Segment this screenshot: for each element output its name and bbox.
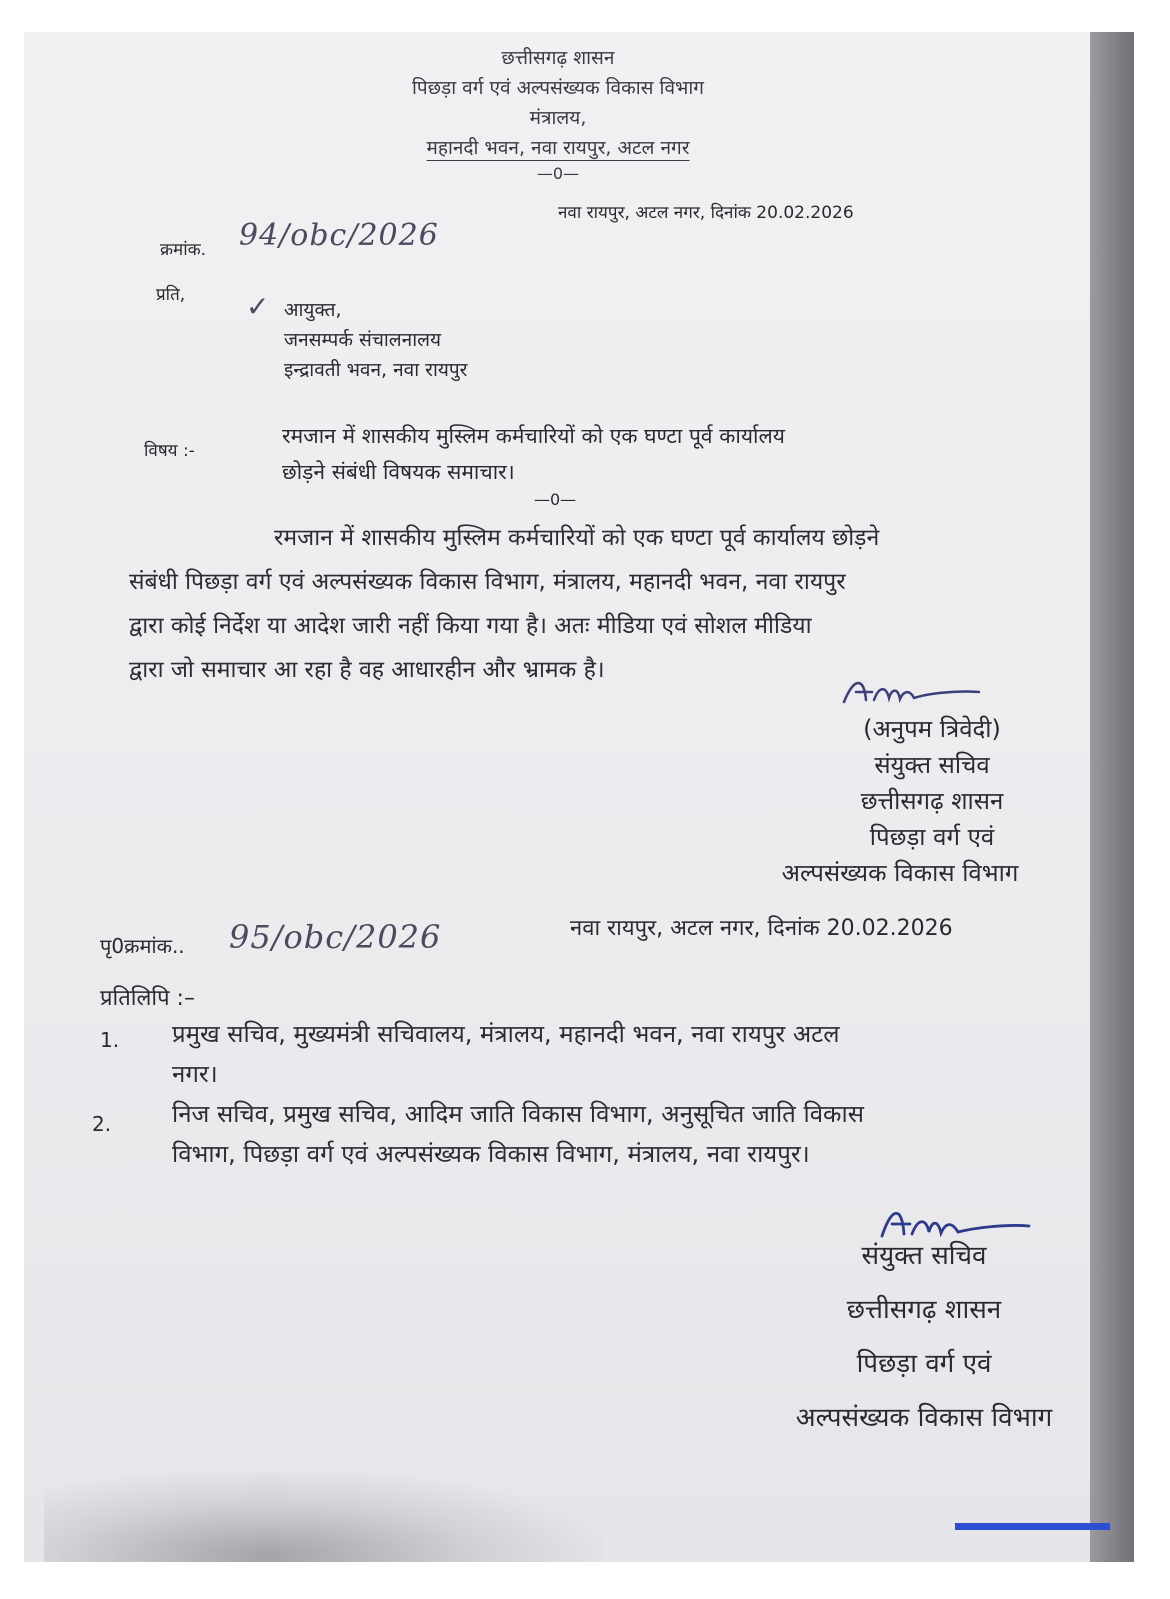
copy-1-line-1: प्रमुख सचिव, मुख्यमंत्री सचिवालय, मंत्रालय, महानदी भवन, नवा रायपुर अटल [172,1020,840,1048]
endorsement-signatory-dept-2: अल्पसंख्यक विकास विभाग [795,1403,1053,1433]
endorsement-signatory-dept-1: पिछड़ा वर्ग एवं [856,1349,992,1379]
endorsement-signatory-government: छत्तीसगढ़ शासन [846,1295,1002,1325]
photo-shadow [44,1472,604,1562]
signatory-name: (अनुपम त्रिवेदी) [863,715,1001,743]
copy-label: प्रतिलिपि :– [100,986,195,1011]
copy-2-line-2: विभाग, पिछड़ा वर्ग एवं अल्पसंख्यक विकास विभाग, मंत्रालय, नवा रायपुर। [172,1140,810,1168]
photo-dark-edge [1090,32,1134,1562]
accent-bar [955,1523,1110,1530]
addressee-line-2: जनसम्पर्क संचालनालय [284,329,442,351]
signatory-government: छत्तीसगढ़ शासन [860,787,1004,815]
subject-label: विषय :- [144,441,195,461]
paper-sheet [24,32,1092,1562]
header-government: छत्तीसगढ़ शासन [501,47,615,69]
subject-separator: —0— [534,490,577,509]
letter-place-date: नवा रायपुर, अटल नगर, दिनांक 20.02.2026 [558,203,854,223]
header-ministry: मंत्रालय, [529,107,587,129]
copy-2-number: 2. [92,1112,112,1136]
body-line-3: द्वारा कोई निर्देश या आदेश जारी नहीं किया गया है। अतः मीडिया एवं सोशल मीडिया [129,613,812,639]
endorsement-ref-number-handwritten: 95/obc/2026 [229,918,442,956]
ref-number-handwritten: 94/obc/2026 [239,218,439,253]
body-line-1: रमजान में शासकीय मुस्लिम कर्मचारियों को एक घण्टा पूर्व कार्यालय छोड़ने [274,525,880,551]
signatory-dept-2: अल्पसंख्यक विकास विभाग [781,859,1019,887]
header-address: महानदी भवन, नवा रायपुर, अटल नगर [426,137,690,159]
signature-mark-1 [834,672,984,712]
document-photo [24,32,1134,1562]
body-line-4: द्वारा जो समाचार आ रहा है वह आधारहीन और भ्रामक है। [129,657,605,683]
tick-mark-icon: ✓ [246,290,270,323]
copy-1-line-2: नगर। [172,1060,218,1088]
endorsement-ref-label: पृ0क्रमांक.. [100,934,185,958]
header-separator: —0— [536,164,580,183]
to-label: प्रति, [156,285,186,305]
copy-1-number: 1. [100,1028,120,1052]
addressee-line-1: आयुक्त, [284,299,342,321]
ref-label: क्रमांक. [160,240,207,260]
body-line-2: संबंधी पिछड़ा वर्ग एवं अल्पसंख्यक विकास विभाग, मंत्रालय, महानदी भवन, नवा रायपुर [129,569,846,595]
endorsement-place-date: नवा रायपुर, अटल नगर, दिनांक 20.02.2026 [570,916,953,941]
signatory-designation: संयुक्त सचिव [874,751,990,779]
signatory-dept-1: पिछड़ा वर्ग एवं [869,823,995,851]
copy-2-line-1: निज सचिव, प्रमुख सचिव, आदिम जाति विकास विभाग, अनुसूचित जाति विकास [172,1100,864,1128]
addressee-line-3: इन्द्रावती भवन, नवा रायपुर [284,359,468,381]
subject-line-2: छोड़ने संबंधी विषयक समाचार। [282,460,515,484]
endorsement-signatory-designation: संयुक्त सचिव [861,1241,987,1271]
subject-line-1: रमजान में शासकीय मुस्लिम कर्मचारियों को एक घण्टा पूर्व कार्यालय [282,424,785,448]
header-department: पिछड़ा वर्ग एवं अल्पसंख्यक विकास विभाग [412,77,704,99]
